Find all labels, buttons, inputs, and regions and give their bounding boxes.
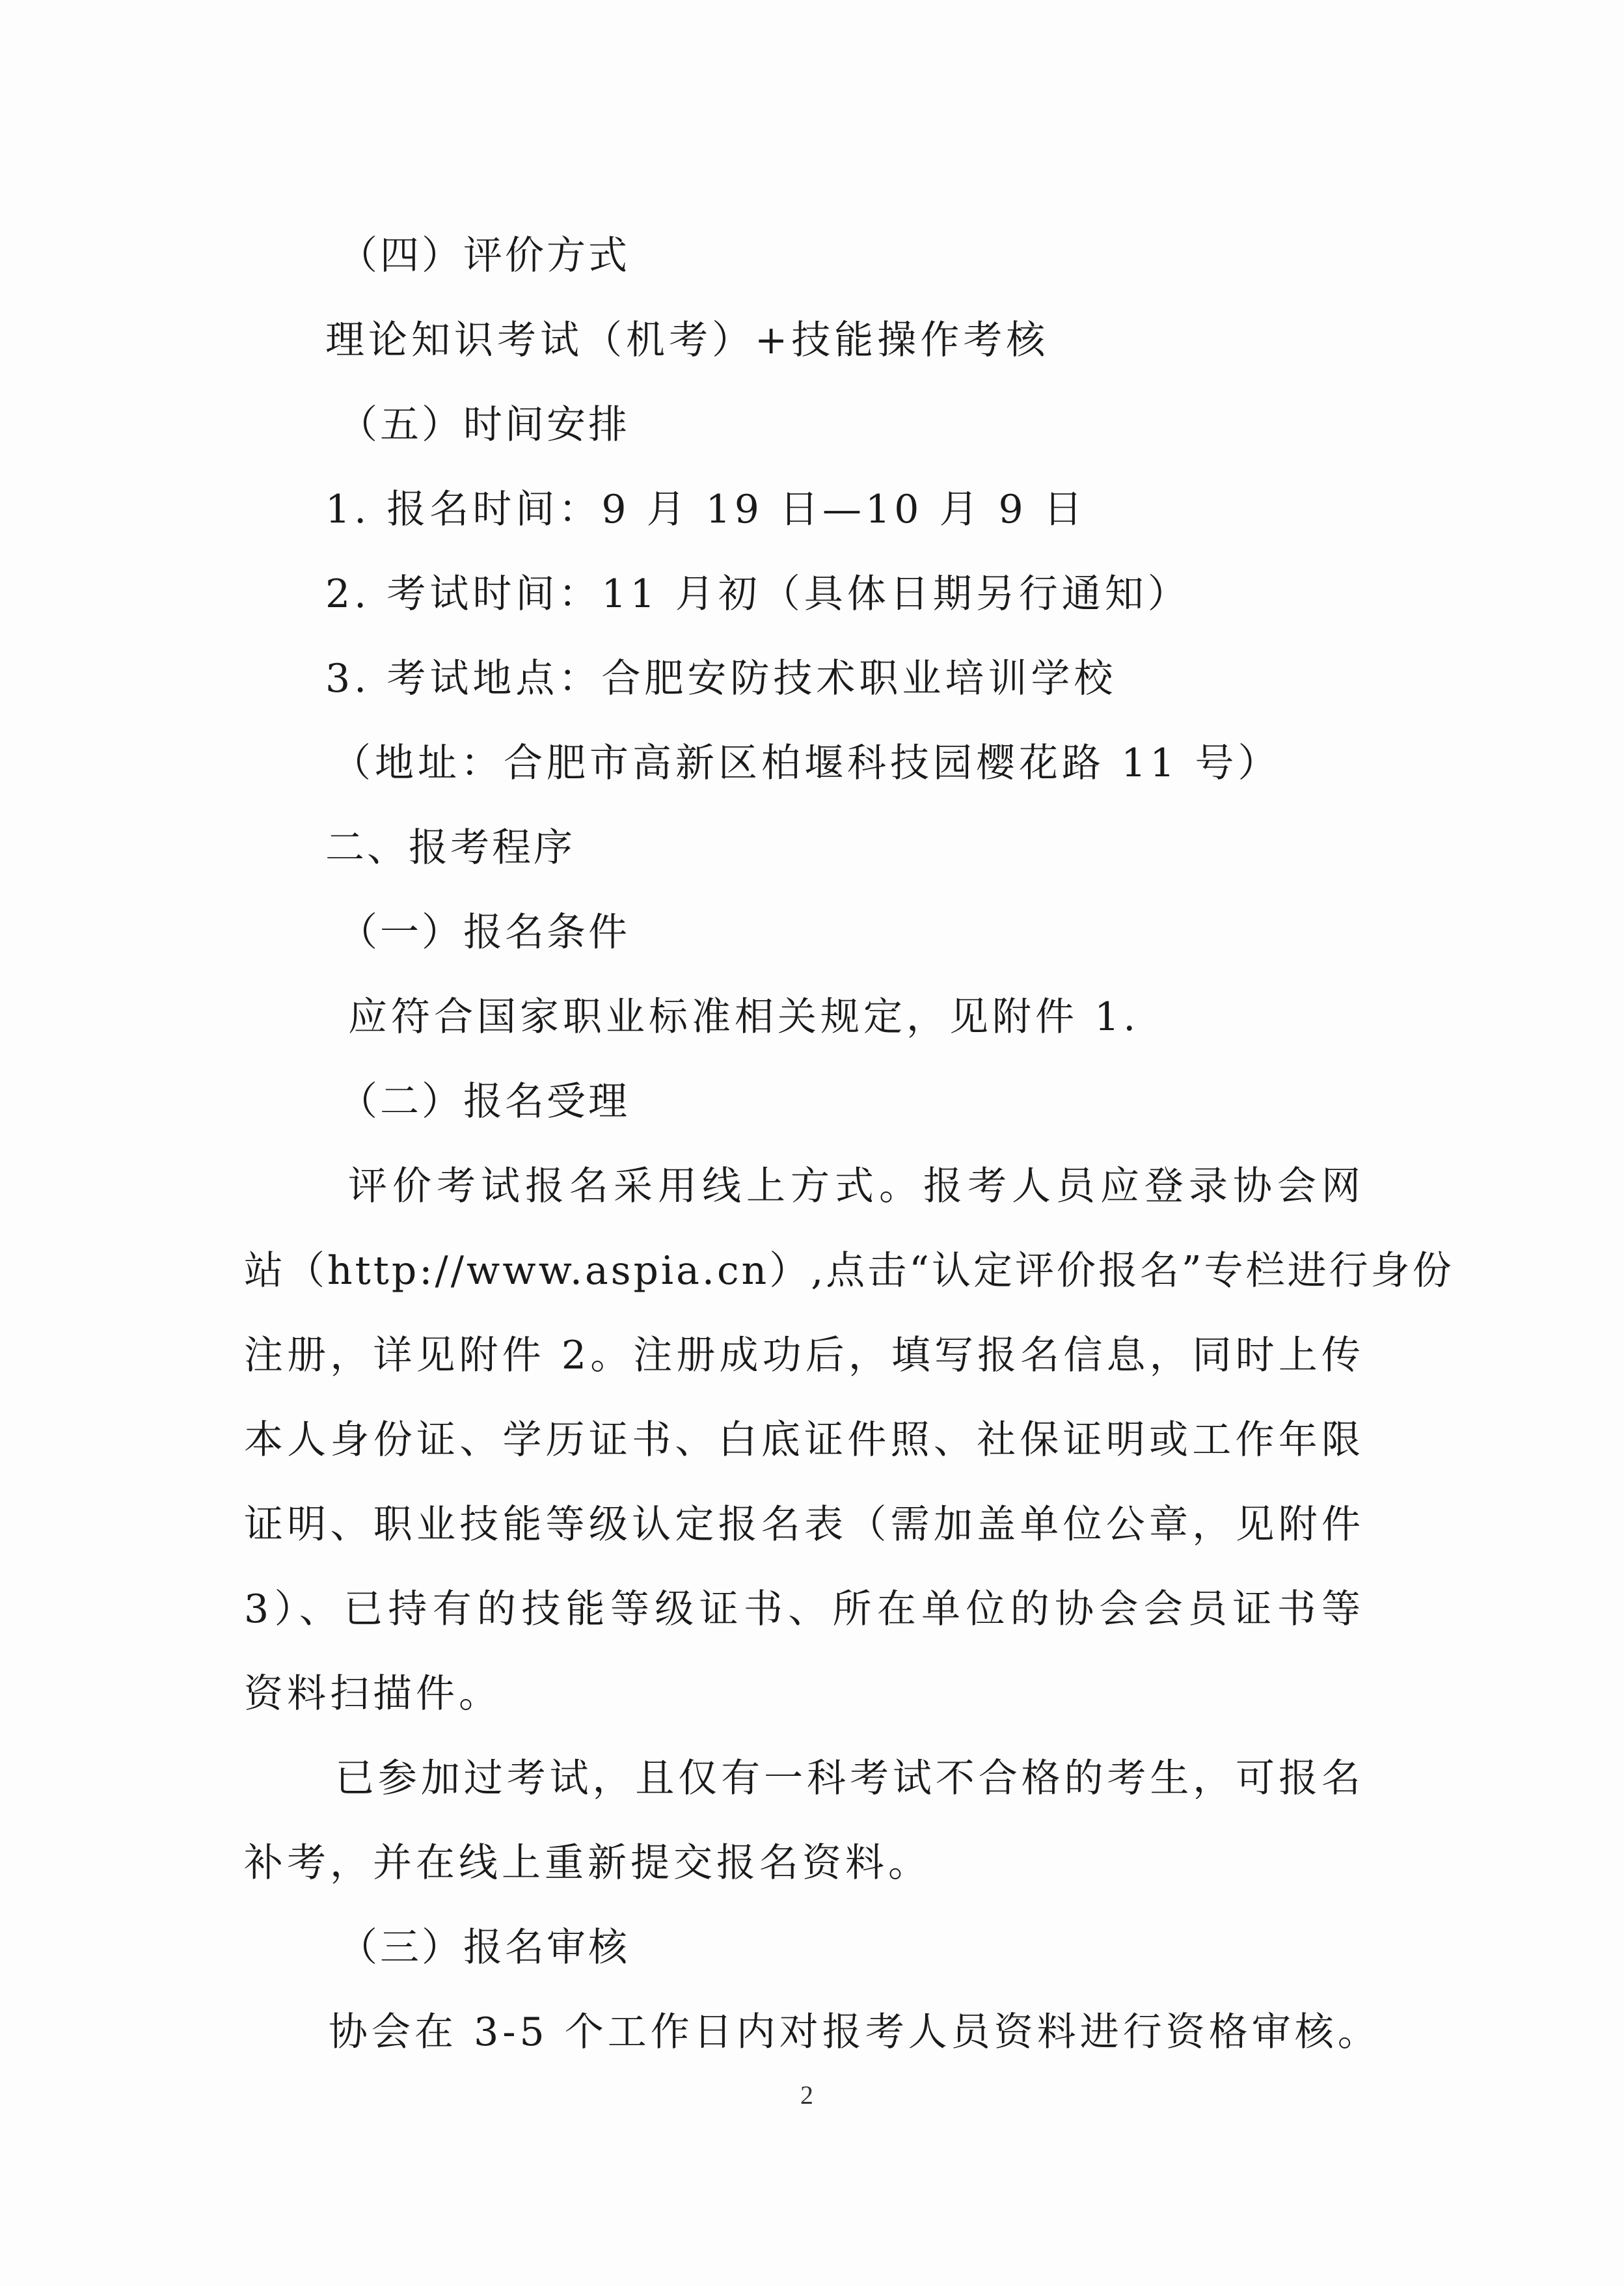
registration-paragraph-line-4: 本人身份证、学历证书、白底证件照、社保证明或工作年限 <box>244 1417 1363 1463</box>
section-heading-evaluation-method: （四）评价方式 <box>338 233 630 279</box>
section-heading-review: （三）报名审核 <box>338 1925 630 1970</box>
eligibility-text: 应符合国家职业标准相关规定，见附件 1. <box>348 994 1140 1040</box>
registration-paragraph-line-3: 注册，详见附件 2。注册成功后，填写报名信息，同时上传 <box>244 1333 1363 1378</box>
registration-paragraph-line-6: 3）、已持有的技能等级证书、所在单位的协会会员证书等 <box>244 1586 1363 1632</box>
page-number: 2 <box>800 2080 813 2110</box>
registration-time: 1. 报名时间：9 月 19 日—10 月 9 日 <box>325 487 1087 532</box>
section-heading-eligibility: （一）报名条件 <box>338 910 630 955</box>
exam-location: 3. 考试地点：合肥安防技术职业培训学校 <box>325 656 1117 701</box>
registration-paragraph-line-1: 评价考试报名采用线上方式。报考人员应登录协会网 <box>348 1163 1363 1209</box>
section-heading-schedule: （五）时间安排 <box>338 402 630 448</box>
exam-time: 2. 考试时间：11 月初（具体日期另行通知） <box>325 571 1191 617</box>
review-text: 协会在 3-5 个工作日内对报考人员资料进行资格审核。 <box>329 2009 1381 2055</box>
registration-paragraph-line-7: 资料扫描件。 <box>244 1671 502 1717</box>
chapter-heading-application-procedure: 二、报考程序 <box>325 825 575 871</box>
evaluation-method-text: 理论知识考试（机考）+技能操作考核 <box>325 318 1049 363</box>
retake-paragraph-line-2: 补考，并在线上重新提交报名资料。 <box>244 1840 931 1886</box>
registration-paragraph-line-5: 证明、职业技能等级认定报名表（需加盖单位公章，见附件 <box>244 1502 1363 1547</box>
section-heading-registration: （二）报名受理 <box>338 1079 630 1124</box>
registration-paragraph-line-2: 站（http://www.aspia.cn）,点击“认定评价报名”专栏进行身份 <box>244 1248 1454 1294</box>
retake-paragraph-line-1: 已参加过考试，且仅有一科考试不合格的考生，可报名 <box>335 1756 1363 1801</box>
exam-address: （地址：合肥市高新区柏堰科技园樱花路 11 号） <box>332 741 1281 786</box>
